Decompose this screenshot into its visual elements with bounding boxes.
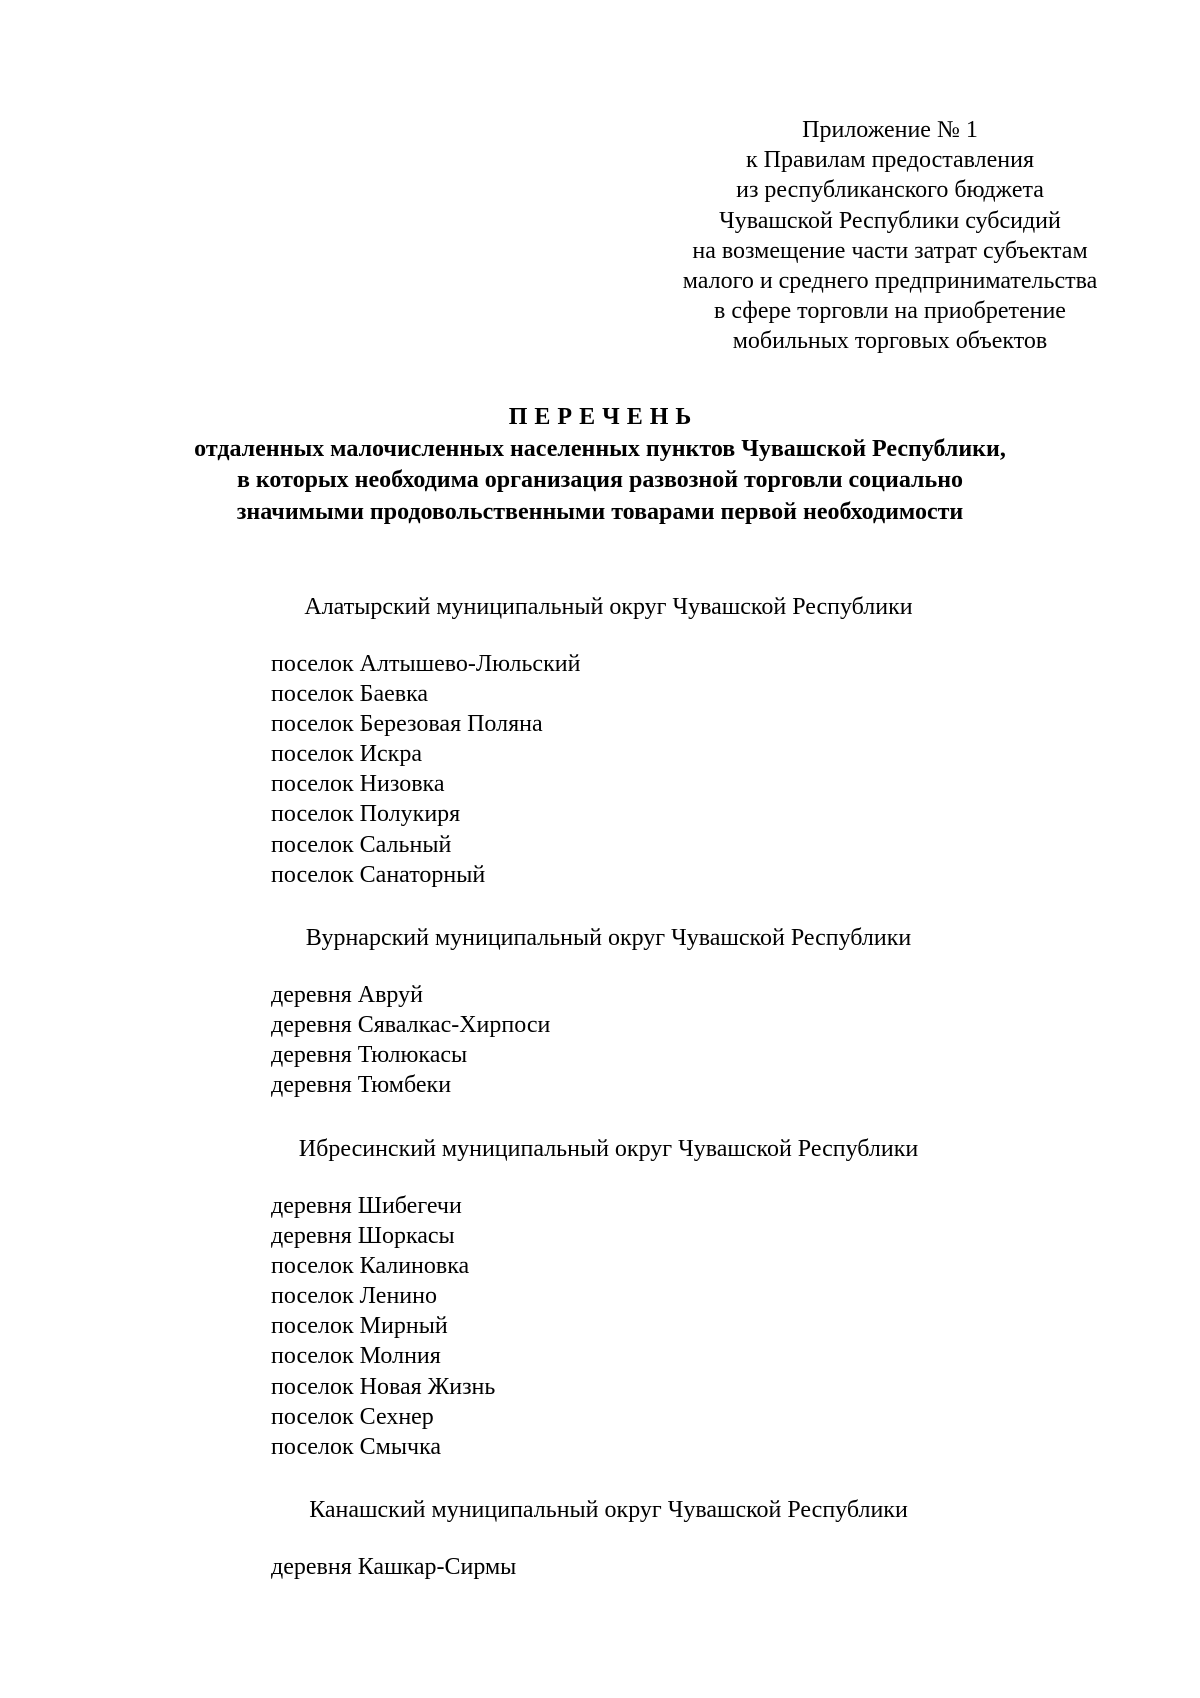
- title-line: значимыми продовольственными товарами первой необходимости: [236, 498, 964, 525]
- list-item: деревня Тюлюкасы: [271, 1042, 468, 1069]
- list-item: поселок Низовка: [271, 771, 445, 798]
- appendix-line: из республиканского бюджета: [736, 177, 1044, 204]
- district-name: Канашский муниципальный округ Чувашской Республики: [309, 1497, 908, 1523]
- list-item: поселок Березовая Поляна: [271, 711, 543, 738]
- list-item: поселок Полукиря: [271, 801, 461, 828]
- appendix-line: Чувашской Республики субсидий: [719, 207, 1061, 234]
- list-item: деревня Сявалкас-Хирпоси: [271, 1012, 551, 1039]
- list-item: поселок Молния: [271, 1343, 441, 1370]
- list-item: поселок Санаторный: [271, 861, 486, 888]
- places-list: [271, 980, 550, 1100]
- list-item: поселок Ленино: [271, 1283, 437, 1310]
- title-line: отдаленных малочисленных населенных пунктов Чувашской Республики,: [194, 435, 1006, 462]
- places-list: [271, 649, 580, 890]
- appendix-line: мобильных торговых объектов: [732, 328, 1048, 355]
- title-line: в которых необходима организация развозной торговли социально: [236, 467, 964, 493]
- appendix-note: [640, 115, 1140, 357]
- list-item: поселок Мирный: [271, 1313, 448, 1340]
- list-item: деревня Шибегечи: [271, 1193, 462, 1219]
- title-heading: ПЕРЕЧЕНЬ: [508, 404, 699, 430]
- list-item: поселок Алтышево-Люльский: [271, 651, 581, 677]
- list-item: поселок Сехнер: [271, 1403, 434, 1430]
- places-list: [271, 1552, 516, 1582]
- list-item: поселок Искра: [271, 741, 422, 768]
- list-item: деревня Кашкар-Сирмы: [271, 1554, 517, 1580]
- places-list: [271, 1191, 495, 1462]
- list-item: поселок Новая Жизнь: [271, 1373, 496, 1400]
- list-item: поселок Смычка: [271, 1433, 442, 1460]
- list-item: поселок Баевка: [271, 681, 429, 708]
- district-name: Вурнарский муниципальный округ Чувашской Республики: [305, 925, 912, 951]
- list-item: поселок Калиновка: [271, 1253, 470, 1280]
- district-name: Ибресинский муниципальный округ Чувашской Республики: [298, 1136, 919, 1162]
- appendix-line: малого и среднего предпринимательства: [682, 268, 1098, 295]
- appendix-line: к Правилам предоставления: [745, 147, 1035, 174]
- list-item: деревня Шоркасы: [271, 1223, 455, 1250]
- list-item: деревня Авруй: [271, 982, 423, 1008]
- appendix-line: в сфере торговли на приобретение: [714, 298, 1066, 325]
- list-item: деревня Тюмбеки: [271, 1072, 452, 1099]
- district-name: Алатырский муниципальный округ Чувашской Республики: [304, 594, 913, 620]
- document-title: [0, 402, 1200, 528]
- appendix-line: на возмещение части затрат субъектам: [692, 237, 1088, 264]
- appendix-line: Приложение № 1: [802, 117, 978, 143]
- list-item: поселок Сальный: [271, 831, 452, 858]
